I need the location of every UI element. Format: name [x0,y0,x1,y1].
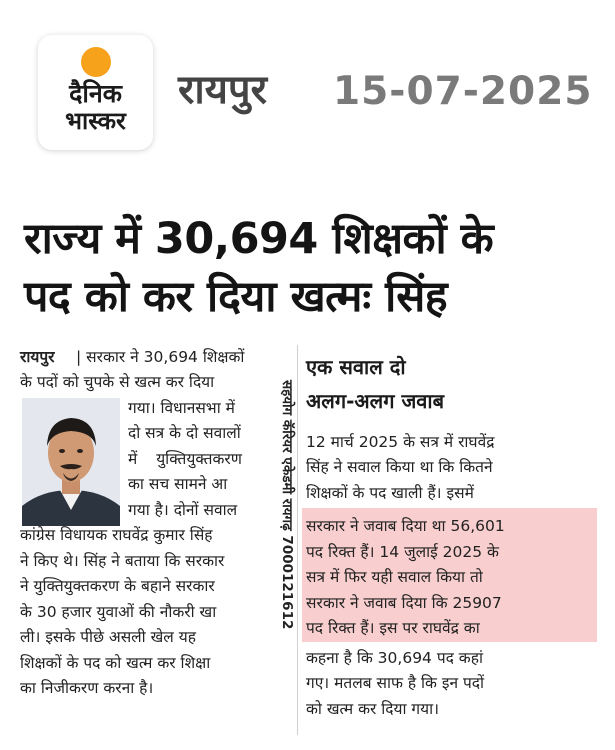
text-line: शिक्षकों के पद को खत्म कर शिक्षा [20,654,211,672]
dainik-bhaskar-logo [38,35,153,150]
sub-headline [306,350,444,418]
portrait-image [22,398,120,526]
vertical-watermark [275,380,297,710]
text-line: का निजीकरण करना है। [20,679,154,697]
text-line: कहना है कि 30,694 पद कहां [306,649,483,667]
dateline: रायपुर [20,348,55,366]
subhead-line-2: अलग-अलग जवाब [306,389,445,413]
text-line: गया है। दोनों सवाल [128,501,238,519]
text-line: गए। मतलब साफ है कि इन पदों [306,674,485,692]
text-line: सत्र में फिर यही सवाल किया तो [306,568,483,586]
text-line: का सच सामने आ [128,475,228,493]
text-line: 12 मार्च 2025 के सत्र में राघवेंद्र [306,433,495,451]
text-line: को खत्म कर दिया गया। [306,700,440,718]
headline-line-2: पद को कर दिया खत्मः सिंह [24,272,448,322]
text-line: सिंह ने सवाल किया था कि कितने [306,458,493,476]
headline-line-1: राज्य में 30,694 शिक्षकों के [24,214,494,264]
text-line: कांग्रेस विधायक राघवेंद्र कुमार सिंह [20,526,213,544]
masthead [0,0,615,175]
watermark-text: सहयोग कॅरियर एकेडमी रायगढ़ 7000121612 [279,380,295,630]
text-line: गया। विधानसभा में [128,399,235,417]
text-line: पद रिक्त हैं। इस पर राघवेंद्र का [306,619,480,637]
article-headline [24,210,604,326]
logo-text-line1: दैनिक [69,79,122,108]
text-line: | सरकार ने 30,694 शिक्षकों [76,348,245,366]
text-line: के पदों को चुपके से खत्म कर दिया [20,373,215,391]
subhead-line-1: एक सवाल दो [306,355,406,379]
text-line: के 30 हजार युवाओं की नौकरी खा [20,603,217,621]
text-line: दो सत्र के दो सवालों [128,424,241,442]
text-line: ने किए थे। सिंह ने बताया कि सरकार [20,552,225,570]
logo-text-line2: भास्कर [65,107,126,135]
text-line: पद रिक्त हैं। 14 जुलाई 2025 के [306,543,499,561]
sun-icon [81,47,111,77]
text-line: में युक्तियुक्तकरण [128,450,242,468]
edition-city: रायपुर [178,67,267,113]
text-line: शिक्षकों के पद खाली हैं। इसमें [306,484,474,502]
edition-date: 15-07-2025 [333,69,593,114]
text-line: सरकार ने जवाब दिया था 56,601 [306,517,505,535]
text-line: ली। इसके पीछे असली खेल यह [20,628,196,646]
text-line: ने युक्तियुक्तकरण के बहाने सरकार [20,577,215,595]
text-line: सरकार ने जवाब दिया कि 25907 [306,594,502,612]
politician-photo [22,398,120,526]
column-divider [297,345,298,735]
